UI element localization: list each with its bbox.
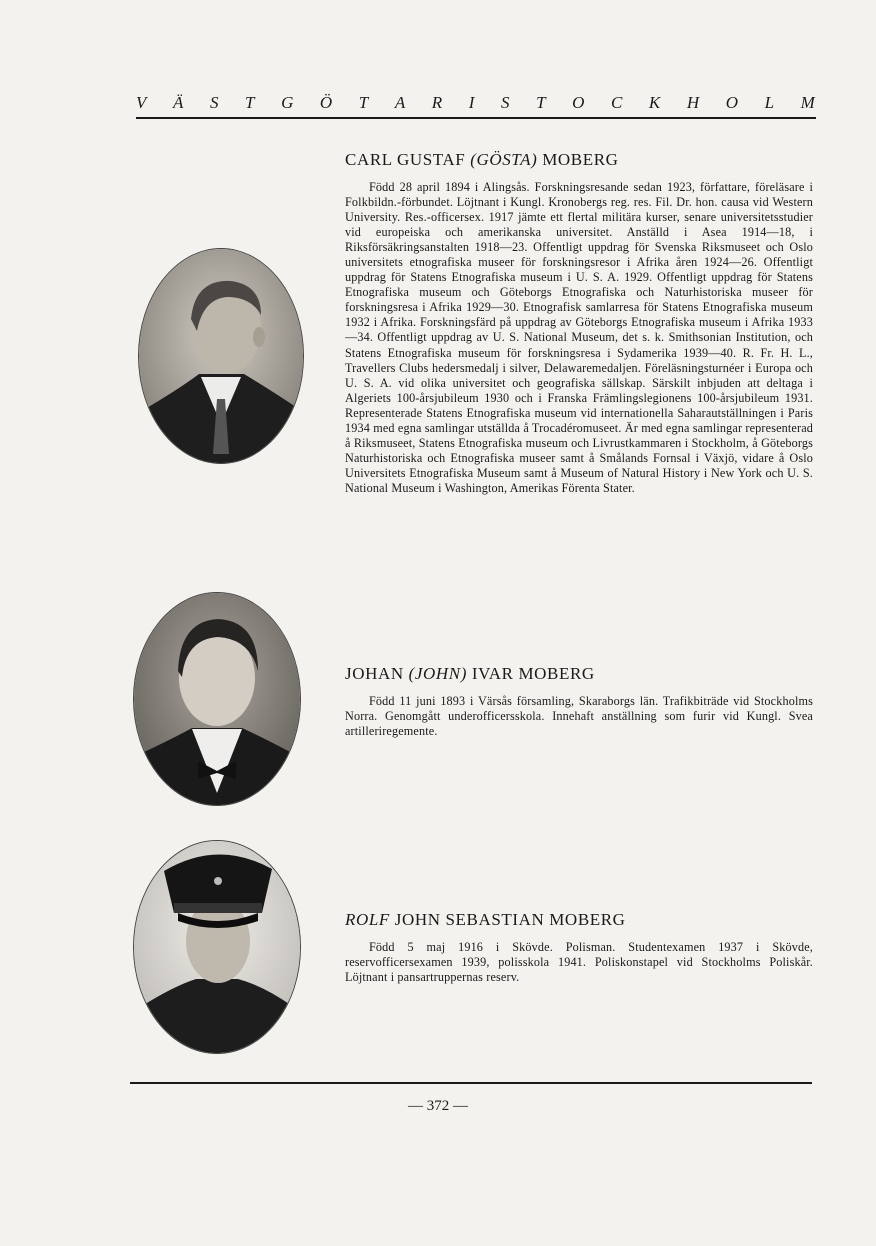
running-head-letter: C — [611, 93, 624, 112]
running-head-letter: T — [245, 93, 256, 112]
running-head-letter: V — [136, 93, 148, 112]
biography-entry-johan-ivar-moberg — [345, 664, 813, 739]
running-head-letter: H — [686, 93, 701, 112]
entry-name — [345, 150, 813, 170]
running-head-letter: O — [725, 93, 739, 112]
running-head-letter: A — [394, 93, 407, 112]
name-given: JOHAN — [345, 664, 404, 683]
running-head-letter: O — [572, 93, 586, 112]
name-surname: JOHN SEBASTIAN MOBERG — [394, 910, 626, 929]
running-head-letter: L — [764, 93, 776, 112]
portrait-carl-gustaf-moberg — [138, 248, 304, 464]
name-surname: IVAR MOBERG — [471, 664, 595, 683]
running-head-letter: Ä — [172, 93, 185, 112]
running-head-letter: S — [209, 93, 220, 112]
name-given: CARL GUSTAF — [345, 150, 466, 169]
name-alternate: ROLF — [345, 910, 390, 929]
running-head-letter: R — [431, 93, 444, 112]
running-head-letter: T — [358, 93, 370, 112]
portrait-rolf-john-sebastian-moberg — [133, 840, 301, 1054]
header-rule — [136, 117, 816, 119]
name-surname: MOBERG — [542, 150, 619, 169]
page-number: — 372 — — [408, 1098, 468, 1114]
entry-biography: Född 5 maj 1916 i Skövde. Polisman. Studentexamen 1937 i Skövde, reservofficersexamen 1939, polisskola 1941. Poliskonstapel vid Stockholms Poliskår. Löjtnant i pansartruppernas reserv. — [345, 940, 813, 985]
entry-biography: Född 11 juni 1893 i Värsås församling, Skaraborgs län. Trafikbiträde vid Stockholms Norra. Genomgått underofficersskola. Innehaft anställning som furir vid Kungl. Svea artilleriregemente. — [345, 694, 813, 739]
running-head-letter: K — [648, 93, 662, 112]
name-alternate: (GÖSTA) — [470, 150, 538, 169]
running-head-letter: I — [468, 93, 476, 112]
footer-rule — [130, 1082, 812, 1084]
running-head-letter: S — [501, 93, 511, 112]
portrait-johan-ivar-moberg — [133, 592, 301, 806]
entry-name — [345, 910, 813, 930]
biography-entry-carl-gustaf-moberg — [345, 150, 813, 496]
running-head-letter: Ö — [319, 93, 334, 112]
entry-biography: Född 28 april 1894 i Alingsås. Forskningsresande sedan 1923, författare, föreläsare i Folkbildn.-förbundet. Löjtnant i Kungl. Kronobergs reg. res. Fil. Dr. hon. causa vid Western University. Res.-officersex. 1917 jämte ett flertal militära kurser, senare universitetsstudier vid europeiska och amerikanska universitet. Anställd i Asea 1914—18, i Riksförsäkringsanstalten 1918—23. Offentligt uppdrag för Svenska Riksmuseet och Oslo universitets etnografiska museer för forskningsresor i Afrika åren 1924—26. Offentligt uppdrag för Statens Etnografiska museum i U. S. A. 1929. Offentligt uppdrag för Statens Etnografiska museum och Göteborgs Etnografiska och Naturhistoriska museer för forskningsresa i Afrika 1929—30. Etnografisk samlarresa för Statens Etnografiska museum 1932 i Afrika. Forskningsfärd på uppdrag av Göteborgs Etnografiska museum i Afrika 1933—34. Offentligt uppdrag av U. S. National Museum, det s. k. Smithsonian Institution, och Statens Etnografiska museum för forskningsresa i Sydamerika 1939—40. R. Fr. H. L., Travellers Clubs hedersmedalj i silver, Delawaremedaljen. Föreläsningsturnéer i Europa och U. S. A. vid olika universitet och geografiska sällskap. Särskilt inbjuden att deltaga i Algeriets 100-årsjubileum 1930 och i Franska Främlingslegionens 100-årsjubileum 1931. Representerade Statens Etnografiska museum vid internationella Saharautställningen i Paris 1934 med egna samlingar utställda å Trocadéromuseet. Är med egna samlingar representerad å Riksmuseet, Statens Etnografiska museum och Livrustkammaren i Stockholm, å Göteborgs Naturhistoriska och Etnografiska museer samt å Smålands Fornsal i Växjö, vidare å Oslo Universitets Etnografiska Museum samt å Museum of Natural History i New York och U. S. National Museum i Washington, Amerikas Förenta Stater. — [345, 180, 813, 495]
biography-entry-rolf-john-sebastian-moberg — [345, 910, 813, 985]
running-head-letter: T — [536, 93, 547, 112]
running-head-letter: G — [281, 93, 295, 112]
running-head-letter: M — [800, 93, 816, 112]
running-head — [136, 93, 816, 113]
name-alternate: (JOHN) — [408, 664, 467, 683]
entry-name — [345, 664, 813, 684]
